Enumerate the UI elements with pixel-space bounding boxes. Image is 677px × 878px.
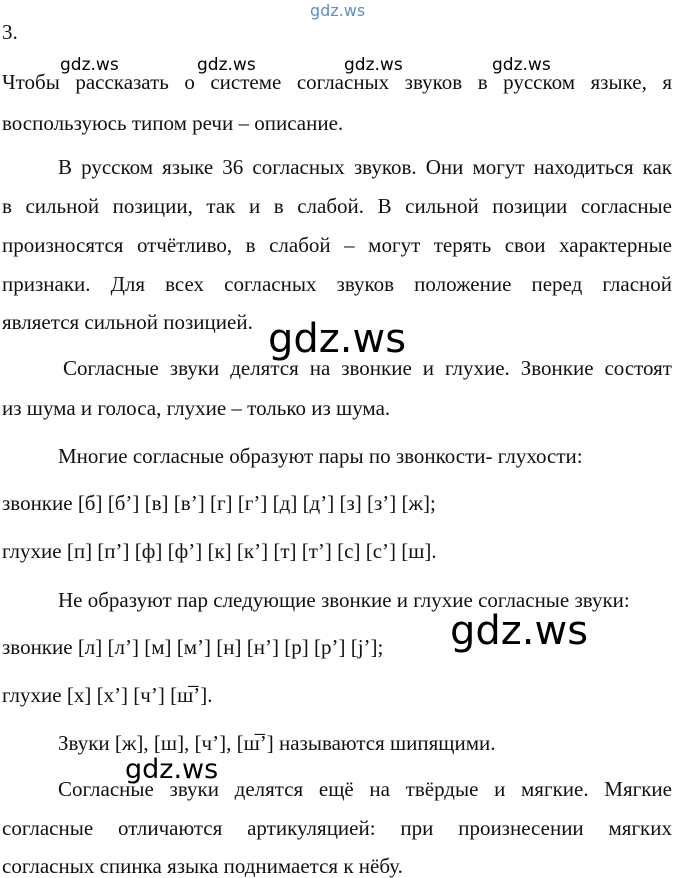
watermark-big-2: gdz.ws xyxy=(450,608,589,654)
watermark-row-4: gdz.ws xyxy=(492,55,551,75)
text-line-4: в сильной позиции, так и в слабой. В сильной позиции согласные xyxy=(2,194,672,218)
text-line-19: согласных спинка языка поднимается к нёбу. xyxy=(2,854,403,878)
text-line-18: согласные отличаются артикуляцией: при произнесении мягких xyxy=(2,816,672,840)
text-line-7: является сильной позицией. xyxy=(2,310,253,334)
exercise-number: 3. xyxy=(2,20,18,44)
text-line-6: признаки. Для всех согласных звуков положение перед гласной xyxy=(2,272,672,296)
text-line-1: Чтобы рассказать о системе согласных звуков в русском языке, я xyxy=(2,70,672,94)
text-line-3: В русском языке 36 согласных звуков. Они могут находиться как xyxy=(58,155,672,179)
text-line-10: Многие согласные образуют пары по звонкости- глухости: xyxy=(58,444,583,468)
text-line-8: Согласные звуки делятся на звонкие и глухие. Звонкие состоят xyxy=(63,356,672,380)
unpaired-voiced-line: звонкие [л] [л’] [м] [м’] [н] [н’] [р] [р’] [j’]; xyxy=(2,635,384,659)
unpaired-voiceless-line: глухие [х] [х’] [ч’] [ш̅’]. xyxy=(2,683,213,707)
text-line-16: Звуки [ж], [ш], [ч’], [ш̅’] называются шипящими. xyxy=(58,731,496,755)
text-line-9: из шума и голоса, глухие – только из шума. xyxy=(2,396,391,420)
watermark-bottom: gdz.ws xyxy=(125,754,219,785)
text-line-13: Не образуют пар следующие звонкие и глухие согласные звуки: xyxy=(58,588,630,612)
watermark-row-2: gdz.ws xyxy=(197,55,256,75)
voiceless-pairs-line: глухие [п] [п’] [ф] [ф’] [к] [к’] [т] [т’] [с] [с’] [ш]. xyxy=(2,539,437,563)
text-line-5: произносятся отчётливо, в слабой – могут терять свои характерные xyxy=(2,233,672,257)
watermark-row-3: gdz.ws xyxy=(344,55,403,75)
text-line-17: Согласные звуки делятся ещё на твёрдые и мягкие. Мягкие xyxy=(58,777,672,801)
watermark-big-1: gdz.ws xyxy=(268,316,407,362)
watermark-top: gdz.ws xyxy=(310,1,366,20)
watermark-row-1: gdz.ws xyxy=(60,55,119,75)
voiced-pairs-line: звонкие [б] [б’] [в] [в’] [г] [г’] [д] [д’] [з] [з’] [ж]; xyxy=(2,491,436,515)
text-line-2: воспользуюсь типом речи – описание. xyxy=(2,111,344,135)
